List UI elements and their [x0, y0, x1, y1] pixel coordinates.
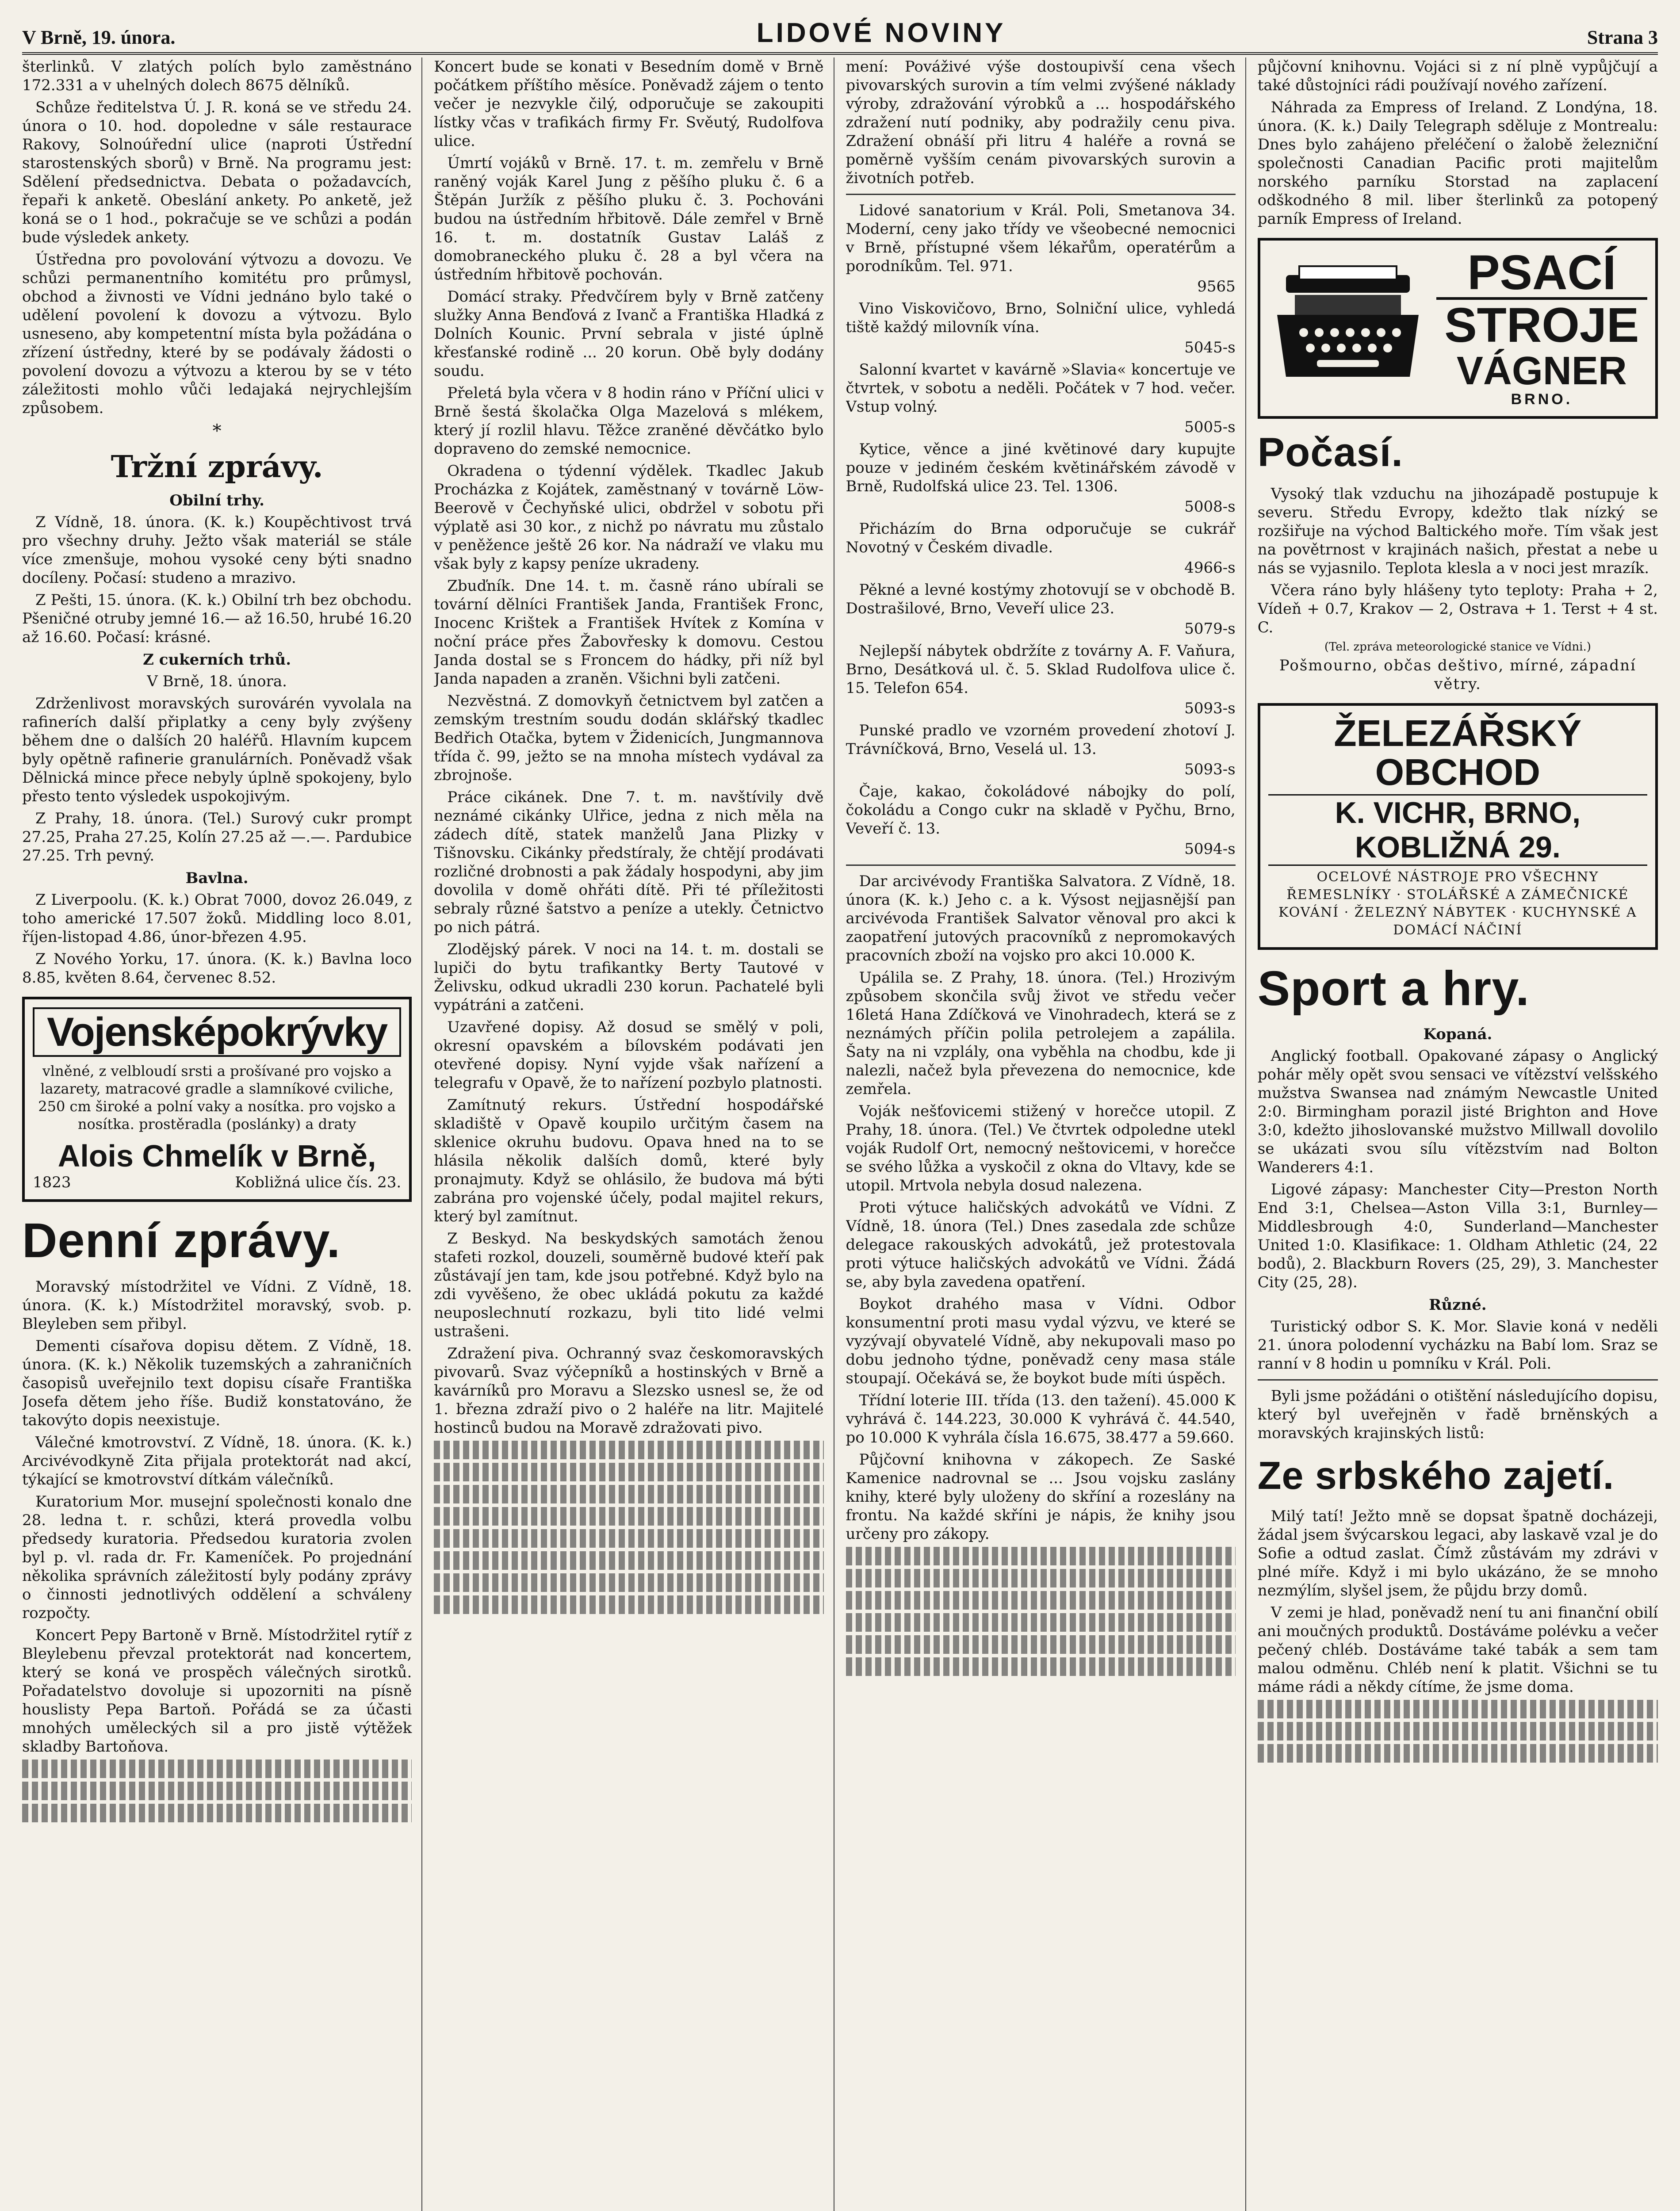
article-text: Zdrženlivost moravských surovárén vyvolala na rafinerích další připlatky a ceny byly zvýšeny během dne o dalších 20 haléřů. Hlavním kupcem byly opětně rafinerie granulárních. Poněvadž však Dělnická mince přece nebyly úplně spokojeny, bylo přesto tento výsledek uspokojivým.	[22, 695, 412, 805]
section-heading-market: Tržní zprávy.	[111, 449, 323, 485]
section-heading-weather: Počasí.	[1257, 429, 1403, 475]
section-heading-serbian-captivity: Ze srbského zajetí.	[1257, 1453, 1615, 1497]
text-line-filler	[1258, 1744, 1658, 1763]
ad-body: vlněné, z velbloudí srsti a prošívané pro vojsko a lazarety, matracové gradle a slamníkové cviliche, 250 cm široké a polní vaky a nosítka. pro vojsko a nosítka. prostěradla (poslánky) a draty	[38, 1063, 396, 1132]
classified-ad	[846, 201, 1236, 296]
ad-text-block	[1436, 245, 1647, 408]
article-text: Zamítnutý rekurs. Ústřední hospodářské skladiště v Opavě koupilo určitým časem na sklenice okruhu budovu. Opava hned na to se hlásila několik dalších domů, které byly pronajmuty. Když se ohlásilo, že budova má býti zabrána pro vojenské účely, podal majitel rekurs, který byl zamítnut.	[434, 1096, 824, 1225]
section-heading-daily-news: Denní zprávy.	[22, 1213, 341, 1268]
article-text: Moravský místodržitel ve Vídni. Z Vídně, 18. února. (K. k.) Místodržitel moravský, svob. p. Bleyleben sem přibyl.	[22, 1278, 412, 1333]
text-line-filler	[22, 1760, 412, 1778]
article-text: Přeletá byla včera v 8 hodin ráno v Příční ulici v Brně šestá školačka Olga Mazelová s mlékem, který jí rozlil hlavu. Těžce zraněné děvčátko bylo dopraveno do zemské nemocnice.	[434, 384, 824, 458]
text-line-filler	[846, 1591, 1236, 1610]
columns	[22, 57, 1658, 2211]
article-text: Práce cikánek. Dne 7. t. m. navštívily dvě neznámé cikánky Ulřice, jedna z nich měla na zádech dítě, statek manželů Jana Plizky v Tišnovsku. Cikánky předstíraly, že chtějí prodávati rozličné drobnosti a pak žádaly hospodyni, aby jim dovolila v domě ohřáti dítě. Při té příležitosti sebraly různé šatstvo a peníze a utekly. Četnictvo po nich pátrá.	[434, 788, 824, 936]
article-text: Upálila se. Z Prahy, 18. února. (Tel.) Hrozivým způsobem skončila svůj život ve středu večer 16letá Hana Zdíčková ve Vinohradech, která se z neznámých příčin polila petrolejem a zapálila. Šaty na ni vzplály, ona vyběhla na chodbu, kde ji nalezli, načež byla převezena do nemocnice, kde zemřela.	[846, 969, 1236, 1098]
weather-source-note: (Tel. zpráva meteorologické stanice ve Vídni.)	[1324, 640, 1591, 654]
article-text: půjčovní knihovnu. Vojáci si z ní plně vypůjčují a také důstojníci rádi používají nového zařízení.	[1257, 58, 1658, 94]
classified-ads	[846, 201, 1236, 858]
article-text: Z Beskyd. Na beskydských samotách ženou stafeti rozkol, douzeli, souměrně budové kteří pak zůstávají jen tam, kde jsou potřebné. Když bylo na zdi vyvěšeno, že obec ukládá pokutu za každé neuposlechnutí rozkazu, byli tito lidé velmi ustrašeni.	[434, 1230, 824, 1340]
classified-ad	[846, 299, 1236, 357]
column-3	[846, 57, 1246, 2211]
text-line-filler	[434, 1507, 823, 1526]
text-line-filler	[22, 1782, 412, 1800]
article-text: Z Liverpoolu. (K. k.) Obrat 7000, dovoz 26.049, z toho americké 17.507 žoků. Middling loco 8.01, říjen-listopad 4.86, únor-březen 4.95.	[22, 891, 412, 946]
classified-ad	[846, 721, 1236, 779]
advertisement-typewriters	[1258, 238, 1658, 419]
article-text: Schůze ředitelstva Ú. J. R. koná se ve středu 24. února o 10. hod. dopoledne v sále restaurace Rakovy, Solnoúřední ulice (naproti Ústřední starostenských sborů) v Brně. Na programu jest: Sdělení předsednictva. Debata o požadavcích, řepaři k anketě. Obeslání ankety. Po anketě, jež koná se o 1 hod., pokračuje se ve schůzi a podán bude výsledek ankety.	[22, 99, 412, 246]
article-text: Nezvěstná. Z domovkyň četnictvem byl zatčen a zemským trestním soudu dodán sklářský tkadlec Bedřich Otačka, bytem v Židenicích, Jungmannova třída č. 99, ježto se na mnoha místech vydával za zbrojnoše.	[434, 692, 824, 784]
subheading-sugar: Z cukerních trhů.	[143, 651, 291, 669]
text-line-filler	[434, 1485, 823, 1503]
ad-line-2: STROJE	[1444, 298, 1639, 352]
article-text: Turistický odbor S. K. Mor. Slavie koná v neděli 21. února polodenní vycházku na Babí lom. Sraz se ranní v 8 hodin u pomníku v Král. Poli.	[1257, 1317, 1658, 1373]
article-text: Úmrtí vojáků v Brně. 17. t. m. zemřelu v Brně raněný voják Karel Jung z pěšího pluku č. 6 a Štěpán Juržík z pěšího pluku č. 3. Pochováni budou na ústředním hřbitově. Dále zemřel v Brně 16. t. m. dostatník Gustav Laláš z domobraneckého pluku č. 28 a byl včera na ústředním hřbitově pochován.	[434, 154, 824, 283]
article-text: Včera ráno byly hlášeny tyto teploty: Praha + 2, Vídeň + 0.7, Krakov — 2, Ostrava + 1. Terst + 4 st. C.	[1257, 581, 1658, 636]
classified-ad	[846, 782, 1236, 858]
classified-ad-code: 5005-s	[1184, 418, 1236, 436]
ad-line-1: PSACÍ	[1436, 249, 1647, 300]
ad-title: Vojensképokrývky	[33, 1007, 401, 1057]
article-text: Válečné kmotrovství. Z Vídně, 18. února. (K. k.) Arcivévodkyně Zita přijala protektorát nad akcí, týkající se kmotrovství dítkám válečníků.	[22, 1434, 412, 1488]
section-heading-sport: Sport a hry.	[1257, 961, 1530, 1016]
classified-ad-text: Vino Viskovičovo, Brno, Solniční ulice, vyhledá tiště každý milovník vína.	[846, 300, 1236, 336]
subheading-football: Kopaná.	[1423, 1025, 1492, 1043]
classified-ad	[846, 642, 1236, 718]
article-text: V zemi je hlad, poněvadž není tu ani finanční obilí ani moučných produktů. Dostáváme polévku a večer pečený chléb. Dostáváme také tabák a sem tam malou odměnu. Chléb není k platit. Všichni se tu máme rádi a někdy cítíme, že jsme doma.	[1257, 1603, 1658, 1696]
article-text: Proti výtuce haličských advokátů ve Vídni. Z Vídně, 18. února (Tel.) Dnes zasedala zde schůze delegace rakouských advokátů, jež protestovala proti výtuce haličských advokátů ve Vídni. Žádá se, aby byla zavedena opatření.	[846, 1199, 1236, 1291]
text-line-filler	[846, 1635, 1236, 1654]
article-text: Třídní loterie III. třída (13. den tažení). 45.000 K vyhrává č. 144.223, 30.000 K vyhrává č. 44.540, po 10.000 K vyhrála čísla 16.675, 38.477 a 59.660.	[846, 1392, 1236, 1446]
advertisement-blankets	[22, 997, 412, 1202]
classified-ad	[846, 440, 1236, 516]
column-4	[1258, 57, 1658, 2211]
classified-ad-text: Přicházím do Brna odporučuje se cukrář Novotný v Českém divadle.	[846, 520, 1236, 556]
text-line-filler	[846, 1657, 1236, 1676]
text-line-filler	[434, 1441, 823, 1459]
weather-forecast: Pošmourno, občas deštivo, mírné, západní větry.	[1279, 656, 1636, 693]
ad-line-3: VÁGNER	[1456, 348, 1627, 393]
column-2	[434, 57, 834, 2211]
ad-year: 1823	[33, 1174, 71, 1191]
subheading-misc: Různé.	[1429, 1296, 1487, 1314]
typewriter-icon	[1268, 262, 1427, 394]
text-line-filler	[434, 1573, 823, 1592]
classified-ad-text: Punské pradlo ve vzorném provedení zhotoví J. Trávníčková, Brno, Veselá ul. 13.	[846, 722, 1236, 758]
masthead	[22, 13, 1658, 55]
article-text: Okradena o týdenní výdělek. Tkadlec Jakub Procházka z Kojátek, zaměstnaný v továrně Löw-Beerově v Čechyňské ulici, obdržel v sobotu při výplatě asi 30 kor., z nichž po návratu mu zůstalo v peněžence ještě 26 kor. Na nádraží ve vlaku mu však byly z kapsy peníze ukradeny.	[434, 462, 824, 573]
article-text: Kuratorium Mor. musejní společnosti konalo dne 28. ledna t. r. schůzi, která provedla volbu předsedy kuratoria. Předsedou kuratoria zvolen byl p. vl. rada dr. Fr. Kameníček. Po projednání několika správních záležitostí byly podány zprávy o činnosti jednotlivých oddělení a schváleny rozpočty.	[22, 1493, 412, 1622]
classified-ad-code: 4966-s	[1184, 559, 1236, 577]
article-text: Boykot drahého masa v Vídni. Odbor konsumentní proti masu vydal výzvu, ve které se vyzývají obyvatelé Vídně, aby nekupovali maso po dobu jednoho týdne, poněvadž ceny masa stále stoupají. Očekává se, že boykot bude míti úspěch.	[846, 1295, 1236, 1387]
text-line-filler	[846, 1569, 1236, 1587]
text-line-filler	[846, 1547, 1236, 1565]
text-line-filler	[1258, 1722, 1658, 1740]
article-text: Ligové zápasy: Manchester City—Preston North End 3:1, Chelsea—Aston Villa 3:1, Burnley—Middlesbrough 4:0, Sunderland—Manchester United 1:0. Klasifikace: 1. Oldham Athletic (24, 22 bodů), 2. Blackburn Rovers (25, 29), 3. Manchester City (25, 28).	[1257, 1180, 1658, 1291]
text-line-filler	[846, 1613, 1236, 1632]
classified-ad-text: Čaje, kakao, čokoládové nábojky do polí, čokoládu a Congo cukr na skladě v Pyčhu, Brno, Veveří č. 13.	[846, 783, 1236, 838]
classified-ad-code: 5094-s	[1184, 840, 1236, 858]
article-text: Ústředna pro povolování výtvozu a dovozu. Ve schůzi permanentního komitétu pro průmysl, obchod a živnosti ve Vídni jednáno bylo také o udělení povolení k dovozu a výtvozu. Bylo usneseno, aby kompetentní místa byla požádána o zřízení ústředny, které by se podávaly žádosti o povolení dovozu a výtvozu a kterou by se v této záležitosti mohlo vůči ledajaká nejrychlejším způsobem.	[22, 251, 412, 417]
column-1	[22, 57, 422, 2211]
text-line-filler	[22, 1804, 412, 1822]
text-line-filler	[434, 1595, 823, 1614]
classified-ad-code: 9565	[1197, 278, 1236, 295]
classified-ad-code: 5079-s	[1184, 620, 1236, 638]
ad-line-2: K. VICHR, BRNO, KOBLIŽNÁ 29.	[1268, 794, 1647, 866]
page-number: Strana 3	[1587, 27, 1658, 48]
article-text: Koncert Pepy Bartoně v Brně. Místodržitel rytíř z Bleylebenu převzal protektorát nad koncertem, který se koná ve prospěch válečných sirotků. Pořadatelstvo dovoluje si upozorniti na písně houslisty Pepa Bartoň. Pořádá se za účasti mnohých uměleckých sil a pro jistě výtěžek skladby Bartoňova.	[22, 1626, 412, 1756]
article-text: Domácí straky. Předvčírem byly v Brně zatčeny služky Anna Benďová z Ivanč a Františka Hladká z Dolních Kounic. První sebrala v jisté úplně křesťanské rodině ... 20 korun. Obě byly dodány soudu.	[434, 288, 824, 380]
article-text: Vysoký tlak vzduchu na jihozápadě postupuje k severu. Středu Evropy, kdežto tlak nízký se rozšiřuje na východ Baltického moře. Tím však jest na povětrnost v krajinách našich, přestat a nebe u nás se vyjasnilo. Teplota klesla a v noci jest mrazík.	[1257, 485, 1658, 577]
text-line-filler	[434, 1463, 823, 1481]
article-text: Anglický football. Opakované zápasy o Anglický pohár měly opět svou sensaci ve vítězství velšského mužstva Swansea nad známým Newcastle United 2:0. Birmingham porazil jisté Brighton and Hove 3:0, kdežto jihoslovanské mužstvo Millwall dovolilo se ukázati svou sílu vítězstvím nad Bolton Wanderers 4:1.	[1257, 1047, 1658, 1176]
advertisement-hardware-store	[1258, 703, 1658, 950]
text-line-filler	[1258, 1700, 1658, 1718]
article-text: Z Prahy, 18. února. (Tel.) Surový cukr prompt 27.25, Praha 27.25, Kolín 27.25 až —.—. Pardubice 27.25. Trh pevný.	[22, 810, 412, 865]
article-text: Půjčovní knihovna v zákopech. Ze Saské Kamenice nadrovnal se ... Jsou vojsku zaslány knihy, které byly uloženy do skříní a rozeslány na frontu. Na každé skříni je nápis, že knihy jsou určeny pro zákopy.	[846, 1451, 1236, 1543]
article-text: Zlodějský párek. V noci na 14. t. m. dostali se lupiči do bytu trafikantky Berty Tautové v Želivsku, odkud ukradli 230 korun. Pachatelé byli vypátráni a zatčeni.	[434, 941, 824, 1014]
ad-line-4: BRNO.	[1511, 390, 1573, 408]
article-text: Koncert bude se konati v Besedním domě v Brně počátkem příštího měsíce. Poněvadž zájem o tento večer je nezvykle čilý, odporučuje se zakoupiti lístky včas v trafikách firmy Fr. Svěutý, Rudolfova ulice.	[434, 58, 824, 150]
classified-ad	[846, 360, 1236, 436]
article-text: Milý tatí! Ježto mně se dopsat špatně docházeji, žádal jsem švýcarskou legaci, aby laskavě vzal je do Sofie a odtud zaslat. Čímž zůstávám my zdrávi v plné míře. Když i mi bylo ukázáno, že se mnoho nezmýlím, slyšel jsem, že půjdu brzy domů.	[1257, 1507, 1658, 1599]
article-text: Byli jsme požádáni o otištění následujícího dopisu, který byl uveřejněn v řadě brněnských a moravských krajinských listů:	[1257, 1387, 1658, 1442]
text-line-filler	[434, 1529, 823, 1548]
ad-line-3: OCELOVÉ NÁSTROJE PRO VŠECHNY ŘEMESLNÍKY · STOLÁŘSKÉ A ZÁMEČNICKÉ KOVÁNÍ · ŽELEZNÝ NÁBYTEK · KUCHYNSKÉ A DOMÁCÍ NÁČINÍ	[1278, 869, 1637, 938]
article-text: Dementi císařova dopisu dětem. Z Vídně, 18. února. (K. k.) Několik tuzemských a zahraničních časopisů uveřejnilo text dopisu císaře Františka Josefa dětem jeho říše. Budiž konstatováno, že takovýto dopis neexistuje.	[22, 1337, 412, 1429]
classified-ad-text: Lidové sanatorium v Král. Poli, Smetanova 34. Moderní, ceny jako třídy ve všeobecné nemocnici v Brně, přístupné všem lékařům, operatérům a porodníkům. Tel. 971.	[846, 202, 1236, 275]
dateline-sub: V Brně, 18. února.	[147, 673, 287, 690]
divider	[846, 194, 1236, 195]
text-line-filler	[434, 1551, 823, 1570]
ad-street: Kobližná ulice čís. 23.	[235, 1174, 402, 1191]
newspaper-title: LIDOVÉ NOVINY	[756, 18, 1006, 48]
article-text: šterlinků. V zlatých polích bylo zaměstnáno 172.331 a v uhelných dolech 8675 dělníků.	[22, 58, 412, 94]
ad-firm: Alois Chmelík v Brně,	[57, 1139, 376, 1173]
article-text: Uzavřené dopisy. Až dosud se smělý v poli, okresní opavském a bílovském podávati jen otevřené dopisy. Nyní vyjde však nařízení a telegrafu v Opavě, že to nařízení pozbylo platnosti.	[434, 1018, 824, 1092]
article-text: Zdražení piva. Ochranný svaz českomoravských pivovarů. Svaz výčepníků a hostinských v Brně a kavárníků pro Moravu a Slezsko usnesl se, že od 1. března zdraží pivo o 2 haléře na litr. Majitelé hostinců budou na Moravě zdražovati pivo.	[434, 1345, 824, 1437]
dateline: V Brně, 19. února.	[22, 27, 176, 48]
classified-ad-code: 5093-s	[1184, 761, 1236, 778]
divider	[1258, 1379, 1658, 1381]
classified-ad-text: Kytice, věnce a jiné květinové dary kupujte pouze v jediném českém květinářském závodě v Brně, Rudolfská ulice 23. Tel. 1306.	[846, 440, 1236, 495]
classified-ad-code: 5008-s	[1184, 498, 1236, 516]
classified-ad	[846, 581, 1236, 638]
article-text: Dar arcivévody Františka Salvatora. Z Vídně, 18. února (K. k.) Jeho c. a k. Výsost nejjasnější pan arcivévoda František Salvator věnoval pro akci k zaopatření jutových pracovníků z nepromokavých pracovních zboží na vojsko pro akci 10.000 K.	[846, 872, 1236, 964]
article-text: Z Pešti, 15. února. (K. k.) Obilní trh bez obchodu. Pšeničné otruby jemné 16.— až 16.50, hrubé 16.20 až 16.60. Počasí: krásné.	[22, 591, 412, 646]
classified-ad	[846, 520, 1236, 577]
subheading-grain: Obilní trhy.	[169, 492, 264, 509]
separator-asterisk: *	[212, 421, 222, 441]
classified-ad-text: Pěkné a levné kostýmy zhotovují se v obchodě B. Dostrašilové, Brno, Veveří ulice 23.	[846, 581, 1236, 617]
divider	[846, 865, 1236, 866]
classified-ad-text: Nejlepší nábytek obdržíte z továrny A. F. Vaňura, Brno, Desátková ul. č. 5. Sklad Rudolfova ulice č. 15. Telefon 654.	[846, 642, 1236, 697]
article-text: Z Vídně, 18. února. (K. k.) Koupěchtivost trvá pro všechny druhy. Ježto však materiál se stále více zmenšuje, mohou vysoké ceny býti snadno docíleny. Počasí: studeno a mrazivo.	[22, 513, 412, 587]
subheading-cotton: Bavlna.	[185, 869, 249, 887]
classified-ad-code: 5093-s	[1184, 700, 1236, 717]
classified-ad-code: 5045-s	[1184, 339, 1236, 356]
article-text: mení: Pováživé výše dostoupivší cena všech pivovarských surovin a tím velmi zvýšené náklady výroby, zdražování výrobků a ... hospodářského zdražení nutí podniky, aby podražily cenu piva. Zdražení obnáší při litru 4 haléře a rovná se poměrně vyšším cenám pivovarských surovin a životních potřeb.	[846, 58, 1236, 187]
article-text: Zbuďník. Dne 14. t. m. časně ráno ubírali se tovární dělníci František Janda, František Fronc, Inocenc Krištek a František Hvítek z Komína v noční práce přes Žabovřesky k domovu. Cestou Janda dostal se s Froncem do hádky, při níž byl Janda napaden a zraněn. Všichni byli zatčeni.	[434, 577, 824, 688]
ad-address	[33, 1174, 401, 1191]
article-text: Voják nešťovicemi stižený v horečce utopil. Z Prahy, 18. února. (Tel.) Ve čtvrtek odpoledne utekl voják Rudolf Ort, nemocný neštovicemi, v horečce se svého lůžka a vyskočil z okna do Vltavy, kde se utopil. Mrtvola nebyla dosud nalezena.	[846, 1102, 1236, 1194]
article-text: Náhrada za Empress of Ireland. Z Londýna, 18. února. (K. k.) Daily Telegraph sděluje z Montrealu: Dnes bylo zahájeno přeléčení o žalobě železniční společnosti Canadian Pacific proti majitelům norského parníku Storstad na zaplacení odškodného 8 mil. liber šterlinků za potopený parník Empress of Ireland.	[1257, 99, 1658, 228]
article-text: Z Nového Yorku, 17. února. (K. k.) Bavlna loco 8.85, květen 8.64, červenec 8.52.	[22, 950, 412, 987]
ad-line-1: ŽELEZÁŘSKÝ OBCHOD	[1334, 712, 1582, 793]
classified-ad-text: Salonní kvartet v kavárně »Slavia« koncertuje ve čtvrtek, v sobotu a neděli. Počátek v 7 hod. večer. Vstup volný.	[846, 361, 1236, 416]
